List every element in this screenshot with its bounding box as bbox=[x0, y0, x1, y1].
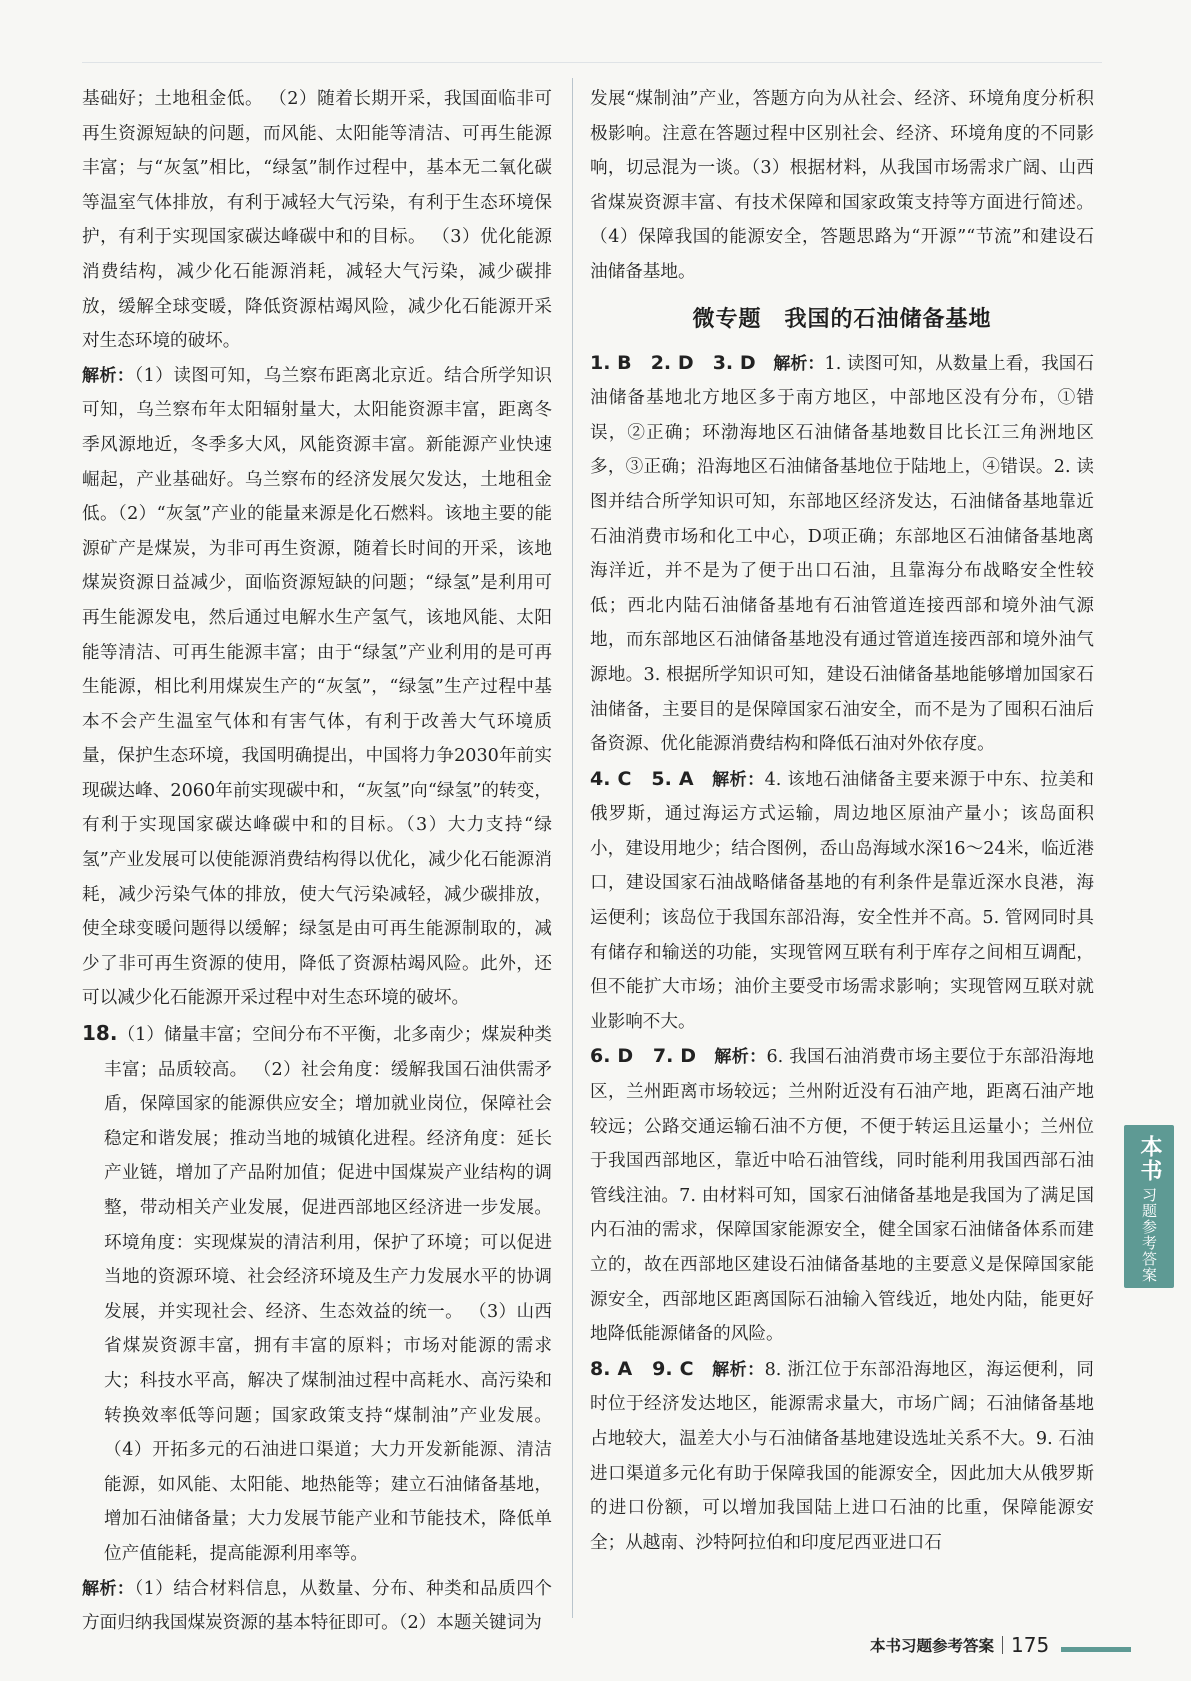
footer-separator bbox=[1002, 1636, 1003, 1654]
answers-8-9 bbox=[590, 1352, 1094, 1561]
analysis-18-continued: 发展“煤制油”产业，答题方向为从社会、经济、环境角度分析积极影响。注意在答题过程中区别社会、经济、环境角度的不同影响，切忌混为一谈。（3）根据材料，从我国市场需求广阔、山西省煤炭资源丰富、有技术保障和国家政策支持等方面进行简述。（4）保障我国的能源安全，答题思路为“开源”“节流”和建设石油储备基地。 bbox=[590, 89, 1094, 282]
analysis-label: 解析： bbox=[82, 365, 135, 386]
answer-keys: 6. D 7. D bbox=[590, 1045, 697, 1068]
analysis-1-3-text: 1. 读图可知，从数量上看，我国石油储备基地北方地区多于南方地区，中部地区没有分布，①错误，②正确；环渤海地区石油储备基地数目比长江三角洲地区多，③正确；沿海地区石油储备基地位于陆地上，④错误。2. 读图并结合所学知识可知，东部地区经济发达，石油储备基地靠近石油消费市场和化工中心，D项正确；东部地区石油储备基地离海洋近，并不是为了便于出口石油，且靠海分布战略安全性较低；西北内陆石油储备基地有石油管道连接西部和境外油气源地，而东部地区石油储备基地没有通过管道连接西部和境外油气源地。3. 根据所学知识可知，建设石油储备基地能够增加国家石油储备，主要目的是保障国家石油安全，而不是为了囤积石油后备资源、优化能源消费结构和降低石油对外依存度。 bbox=[590, 353, 1095, 755]
page-footer bbox=[870, 1628, 1170, 1662]
answer-keys: 1. B 2. D 3. D bbox=[590, 351, 756, 374]
side-tab-subtitle: 习题参考答案 bbox=[1140, 1187, 1158, 1283]
analysis-label: 解析： bbox=[773, 353, 825, 374]
analysis-label: 解析： bbox=[714, 1047, 767, 1068]
top-rule bbox=[82, 62, 1102, 63]
analysis-4-5-text: 4. 该地石油储备主要来源于中东、拉美和俄罗斯，通过海运方式运输，周边地区原油产量小；该岛面积小，建设用地少；结合图例，岙山岛海域水深16～24米，临近港口，建设国家石油战略储备基地的有利条件是靠近深水良港，海运便利；该岛位于我国东部沿海，安全性并不高。5. 管网同时具有储存和输送的功能，实现管网互联有利于库存之间相互调配，但不能扩大市场；油价主要受市场需求影响；实现管网互联对就业影响不大。 bbox=[590, 769, 1094, 1032]
analysis-label: 解析： bbox=[712, 1359, 765, 1380]
analysis-17 bbox=[82, 359, 552, 1016]
question-number-18: 18. bbox=[82, 1021, 118, 1046]
left-column bbox=[82, 82, 552, 1641]
analysis-8-9-text: 8. 浙江位于东部沿海地区，海运便利，同时位于经济发达地区，能源需求量大，市场广阔；石油储备基地占地较大，温差大小与石油储备基地建设选址关系不大。9. 石油进口渠道多元化有助于保障我国的能源安全，因此加大从俄罗斯的进口份额，可以增加我国陆上进口石油的比重，保障能源安全；从越南、沙特阿拉伯和印度尼西亚进口石 bbox=[590, 1359, 1094, 1553]
column-divider bbox=[572, 78, 573, 1618]
page-number: 175 bbox=[1011, 1633, 1050, 1657]
footer-title: 本书习题参考答案 bbox=[870, 1637, 995, 1655]
right-column bbox=[590, 82, 1094, 1560]
side-tab bbox=[1124, 1125, 1174, 1288]
footer-accent-bar bbox=[1061, 1647, 1131, 1652]
answers-1-3 bbox=[590, 346, 1094, 762]
analysis-18-text: （1）结合材料信息，从数量、分布、种类和品质四个方面归纳我国煤炭资源的基本特征即可。（2）本题关键词为 bbox=[82, 1578, 553, 1634]
answers-4-5 bbox=[590, 762, 1094, 1040]
side-tab-title: 本书 bbox=[1137, 1135, 1162, 1183]
analysis-label: 解析： bbox=[712, 769, 765, 790]
analysis-label: 解析： bbox=[82, 1578, 135, 1599]
analysis-17-text: （1）读图可知，乌兰察布距离北京近。结合所学知识可知，乌兰察布年太阳辐射量大，太阳能资源丰富，距离冬季风源地近，冬季多大风，风能资源丰富。新能源产业快速崛起，产业基础好。乌兰察布的经济发展欠发达，土地租金低。（2）“灰氢”产业的能量来源是化石燃料。该地主要的能源矿产是煤炭，为非可再生资源，随着长时间的开采，该地煤炭资源日益减少，面临资源短缺的问题；“绿氢”是利用可再生能源发电，然后通过电解水生产氢气，该地风能、太阳能等清洁、可再生能源丰富；由于“绿氢”产业利用的是可再生能源，相比利用煤炭生产的“灰氢”，“绿氢”生产过程中基本不会产生温室气体和有害气体，有利于改善大气环境质量，保护生态环境，我国明确提出，中国将力争2030年前实现碳达峰、2060年前实现碳中和，“灰氢”向“绿氢”的转变，有利于实现国家碳达峰碳中和的目标。（3）大力支持“绿氢”产业发展可以使能源消费结构得以优化，减少化石能源消耗，减少污染气体的排放，使大气污染减轻，减少碳排放，使全球变暖问题得以缓解；绿氢是由可再生能源制取的，减少了非可再生资源的使用，降低了资源枯竭风险。此外，还可以减少化石能源开采过程中对生态环境的破坏。 bbox=[82, 365, 553, 1009]
answer-18 bbox=[82, 1016, 552, 1572]
analysis-6-7-text: 6. 我国石油消费市场主要位于东部沿海地区，兰州距离市场较远；兰州附近没有石油产地，距离石油产地较远；公路交通运输石油不方便，不便于转运且运量小；兰州位于我国西部地区，靠近中哈石油管线，同时能利用我国西部石油管线注油。7. 由材料可知，国家石油储备基地是我国为了满足国内石油的需求，保障国家能源安全，健全国家石油储备体系而建立的，故在西部地区建设石油储备基地的主要意义是保障国家能源安全，西部地区距离国际石油输入管线近，地处内陆，能更好地降低能源储备的风险。 bbox=[590, 1047, 1094, 1345]
section-title: 微专题 我国的石油储备基地 bbox=[692, 306, 992, 332]
answer-17-continued: 基础好；土地租金低。 （2）随着长期开采，我国面临非可再生资源短缺的问题，而风能、太阳能等清洁、可再生能源丰富；与“灰氢”相比，“绿氢”制作过程中，基本无二氧化碳等温室气体排放，有利于减轻大气污染，有利于生态环境保护，有利于实现国家碳达峰碳中和的目标。 （3）优化能源消费结构，减少化石能源消耗，减轻大气污染，减少碳排放，缓解全球变暖，降低资源枯竭风险，减少化石能源开采对生态环境的破坏。 bbox=[82, 89, 552, 352]
answer-18-text: （1）储量丰富；空间分布不平衡，北多南少；煤炭种类丰富；品质较高。 （2）社会角度：缓解我国石油供需矛盾，保障国家的能源供应安全；增加就业岗位，保障社会稳定和谐发展；推动当地的城镇化进程。经济角度：延长产业链，增加了产品附加值；促进中国煤炭产业结构的调整，带动相关产业发展，促进西部地区经济进一步发展。环境角度：实现煤炭的清洁利用，保护了环境；可以促进当地的资源环境、社会经济环境及生产力发展水平的协调发展，并实现社会、经济、生态效益的统一。 （3）山西省煤炭资源丰富，拥有丰富的原料；市场对能源的需求大；科技水平高，解决了煤制油过程中高耗水、高污染和转换效率低等问题；国家政策支持“煤制油”产业发展。 （4）开拓多元的石油进口渠道；大力开发新能源、清洁能源，如风能、太阳能、地热能等；建立石油储备基地，增加石油储备量；大力发展节能产业和节能技术，降低单位产值能耗，提高能源利用率等。 bbox=[104, 1025, 552, 1564]
answer-keys: 4. C 5. A bbox=[590, 767, 694, 790]
answer-keys: 8. A 9. C bbox=[590, 1357, 694, 1380]
answers-6-7 bbox=[590, 1039, 1094, 1351]
analysis-18 bbox=[82, 1572, 552, 1641]
